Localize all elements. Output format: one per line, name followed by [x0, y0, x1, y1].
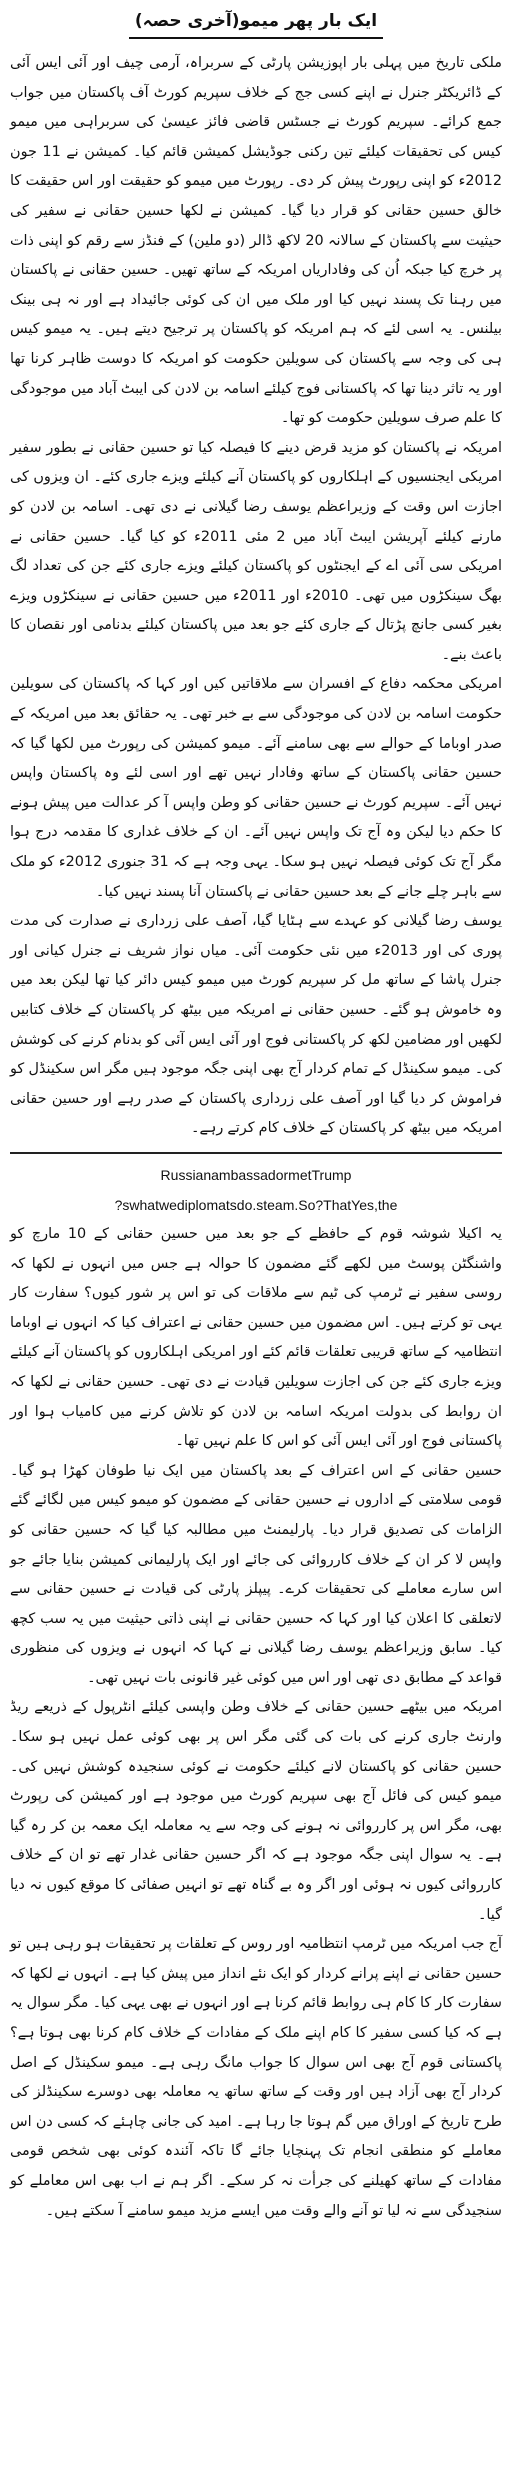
- english-quote-line-1: RussianambassadormetTrump: [160, 1166, 352, 1183]
- article-paragraph: یوسف رضا گیلانی کو عہدے سے ہٹایا گیا، آصف علی زرداری نے صدارت کی مدت پوری کی اور 2013ء میں نئی حکومت آئی۔ میاں نواز شریف نے جنرل کیانی اور جنرل پاشا کے ساتھ مل کر سپریم کورٹ میں میمو کیس دائر کیا تھا لیکن بعد میں وہ خاموش ہو گئے۔ حسین حقانی نے امریکہ میں بیٹھ کر پاکستان کے خلاف کتابیں لکھیں اور مضامین لکھ کر پاکستانی فوج اور آئی ایس آئی کو بدنام کرنے کی کوشش کی۔ میمو سکینڈل کے تمام کردار آج بھی اپنی جگہ موجود ہیں مگر اس سکینڈل کو فراموش کر دیا گیا اور آصف علی زرداری پاکستان کے صدر رہے اور حسین حقانی امریکہ میں بیٹھ کر پاکستان کے خلاف کام کرتے رہے۔: [10, 913, 502, 1137]
- article-paragraph: امریکہ نے پاکستان کو مزید قرض دینے کا فیصلہ کیا تو حسین حقانی نے بطور سفیر امریکی ایجنسیوں کے اہلکاروں کو پاکستان آنے کیلئے ویزے جاری کئے۔ ان ویزوں کی اجازت اس وقت کے وزیراعظم یوسف رضا گیلانی نے دی تھی۔ اسامہ بن لادن کو مارنے کیلئے آپریشن ایبٹ آباد میں 2 مئی 2011ء کو کیا گیا۔ حسین حقانی نے امریکی سی آئی اے کے ایجنٹوں کو پاکستان کیلئے ویزے جاری کئے جن کی تعداد لگ بھگ سینکڑوں میں تھی۔ 2010ء اور 2011ء میں حسین حقانی نے سینکڑوں ویزے بغیر کسی جانچ پڑتال کے جاری کئے جو بعد میں پاکستان کیلئے بدنامی اور نقصان کا باعث بنے۔: [10, 439, 502, 663]
- article-paragraph: آج جب امریکہ میں ٹرمپ انتظامیہ اور روس کے تعلقات پر تحقیقات ہو رہی ہیں تو حسین حقانی نے اپنے پرانے کردار کو ایک نئے انداز میں پیش کیا ہے۔ انہوں نے لکھا کہ سفارت کار کا کام ہی روابط قائم کرنا ہے اور انہوں نے بھی یہی کیا۔ مگر سوال یہ ہے کہ کیا کسی سفیر کا کام اپنے ملک کے مفادات کے خلاف کام کرنا بھی ہوتا ہے؟ پاکستانی قوم آج بھی اس سوال کا جواب مانگ رہی ہے۔ میمو سکینڈل کے اصل کردار آج بھی آزاد ہیں اور وقت کے ساتھ ساتھ یہ معاملہ بھی دوسرے سکینڈلز کی طرح تاریخ کے اوراق میں گم ہوتا جا رہا ہے۔ امید کی جانی چاہئے کہ کسی دن اس معاملے کو منطقی انجام تک پہنچایا جائے گا تاکہ آئندہ کوئی بھی شخص قومی مفادات کے ساتھ کھیلنے کی جرأت نہ کر سکے۔ اگر ہم نے اب بھی اس معاملے کو سنجیدگی سے نہ لیا تو آنے والے وقت میں ایسے مزید میمو سامنے آ سکتے ہیں۔: [10, 1936, 502, 2219]
- article-title: ایک بار پھر میمو(آخری حصہ): [129, 8, 383, 39]
- article-paragraph: امریکہ میں بیٹھے حسین حقانی کے خلاف وطن واپسی کیلئے انٹرپول کے ذریعے ریڈ وارنٹ جاری کرنے کی بات کی گئی مگر اس پر بھی کوئی عمل نہیں ہو سکا۔ حسین حقانی کو پاکستان لانے کیلئے حکومت نے کوئی سنجیدہ کوشش نہیں کی۔ میمو کیس کی فائل آج بھی سپریم کورٹ میں موجود ہے اور کمیشن کی رپورٹ بھی، مگر اس پر کارروائی نہ ہونے کی وجہ سے یہ معاملہ ایک معمہ بن کر رہ گیا ہے۔ یہ سوال اپنی جگہ موجود ہے کہ اگر حسین حقانی غدار تھے تو ان کے خلاف کارروائی کیوں نہ ہوئی اور اگر وہ بے گناہ تھے تو انہیں صفائی کا موقع کیوں نہ دیا گیا۔: [10, 1699, 502, 1923]
- english-quote-line-2: ?swhatwediplomatsdo.steam.So?ThatYes,the: [114, 1196, 398, 1213]
- title-wrap: [10, 8, 502, 39]
- article-paragraph: ملکی تاریخ میں پہلی بار اپوزیشن پارٹی کے سربراہ، آرمی چیف اور آئی ایس آئی کے ڈائریکٹر جنرل نے اپنے کسی جج کے خلاف سپریم کورٹ آف پاکستان میں جواب جمع کرائے۔ سپریم کورٹ نے جسٹس قاضی فائز عیسیٰ کی سربراہی میں میمو کیس کی تحقیقات کیلئے تین رکنی جوڈیشل کمیشن قائم کیا۔ کمیشن نے 11 جون 2012ء کو اپنی رپورٹ پیش کر دی۔ رپورٹ میں میمو کو حقیقت اور اس حقیقت کا خالق حسین حقانی کو قرار دیا گیا۔ کمیشن نے لکھا حسین حقانی نے سفیر کی حیثیت سے پاکستان کے سالانہ 20 لاکھ ڈالر (دو ملین) کے فنڈز سے رقم کو اپنی ذات پر خرچ کیا جبکہ اُن کی وفاداریاں امریکہ کے ساتھ تھیں۔ حسین حقانی نے پاکستان میں رہنا تک پسند نہیں کیا اور ملک میں ان کی کوئی جائیداد ہے اور نہ ہی بینک بیلنس۔ یہ اسی لئے کہ ہم امریکہ کو پاکستان پر ترجیح دیتے ہیں۔ یہ میمو کیس ہی کی وجہ سے پاکستان کی سویلین حکومت کو امریکہ کا دوست ظاہر کرنا تھا اور یہ تاثر دینا تھا کہ پاکستانی فوج کیلئے اسامہ بن لادن کی ایبٹ آباد میں موجودگی کا علم صرف سویلین حکومت کو تھا۔: [10, 55, 502, 427]
- article-paragraph: یہ اکیلا شوشہ قوم کے حافظے کے جو بعد میں حسین حقانی کے 10 مارچ کو واشنگٹن پوسٹ میں لکھے گئے مضمون کا حوالہ ہے جس میں انہوں نے لکھا کہ روسی سفیر نے ٹرمپ کی ٹیم سے ملاقات کی تو اس پر شور کیوں؟ سفارت کار یہی تو کرتے ہیں۔ اس مضمون میں حسین حقانی نے اعتراف کیا کہ انہوں نے اوباما انتظامیہ کے ساتھ قریبی تعلقات قائم کئے اور امریکی اہلکاروں کو پاکستان آنے کیلئے ویزے جاری کئے جن کی اجازت سویلین قیادت نے دی تھی۔ حسین حقانی نے لکھا کہ ان روابط کی بدولت امریکہ اسامہ بن لادن کو تلاش کرنے میں کامیاب ہوا اور پاکستانی فوج اور آئی ایس آئی کو اس کا علم نہیں تھا۔: [10, 1225, 503, 1450]
- article-paragraph: امریکی محکمہ دفاع کے افسران سے ملاقاتیں کیں اور کہا کہ پاکستان کی سویلین حکومت اسامہ بن لادن کی موجودگی سے بے خبر تھی۔ یہ حقائق بعد میں امریکہ کے صدر اوباما کے حوالے سے بھی سامنے آئے۔ میمو کمیشن کی رپورٹ میں لکھا گیا کہ حسین حقانی پاکستان کے ساتھ وفادار نہیں تھے اور اسی لئے وہ پاکستان واپس نہیں آئے۔ سپریم کورٹ نے حسین حقانی کو وطن واپس آ کر عدالت میں پیش ہونے کا حکم دیا لیکن وہ آج تک واپس نہیں آئے۔ ان کے خلاف غداری کا مقدمہ درج ہوا مگر آج تک کوئی فیصلہ نہیں ہو سکا۔ یہی وجہ ہے کہ 31 جنوری 2012ء کو ملک سے باہر چلے جانے کے بعد حسین حقانی نے پاکستان آنا پسند نہیں کیا۔: [10, 676, 502, 900]
- section-divider: [10, 1152, 502, 1154]
- article-body: [10, 49, 502, 2226]
- article-paragraph: حسین حقانی کے اس اعتراف کے بعد پاکستان میں ایک نیا طوفان کھڑا ہو گیا۔ قومی سلامتی کے اداروں نے حسین حقانی کے مضمون کو میمو کیس میں لگائے گئے الزامات کی تصدیق قرار دیا۔ پارلیمنٹ میں مطالبہ کیا گیا کہ حسین حقانی کو واپس لا کر ان کے خلاف کارروائی کی جائے اور ایک پارلیمانی کمیشن بنایا جائے جو اس سارے معاملے کی تحقیقات کرے۔ پیپلز پارٹی کی قیادت نے حسین حقانی سے لاتعلقی کا اعلان کیا اور کہا کہ حسین حقانی نے اپنی ذاتی حیثیت میں یہ سب کچھ کیا۔ سابق وزیراعظم یوسف رضا گیلانی نے کہا کہ انہوں نے ویزوں کی منظوری قواعد کے مطابق دی تھی اور اس میں کوئی غیر قانونی بات نہیں تھی۔: [10, 1462, 502, 1686]
